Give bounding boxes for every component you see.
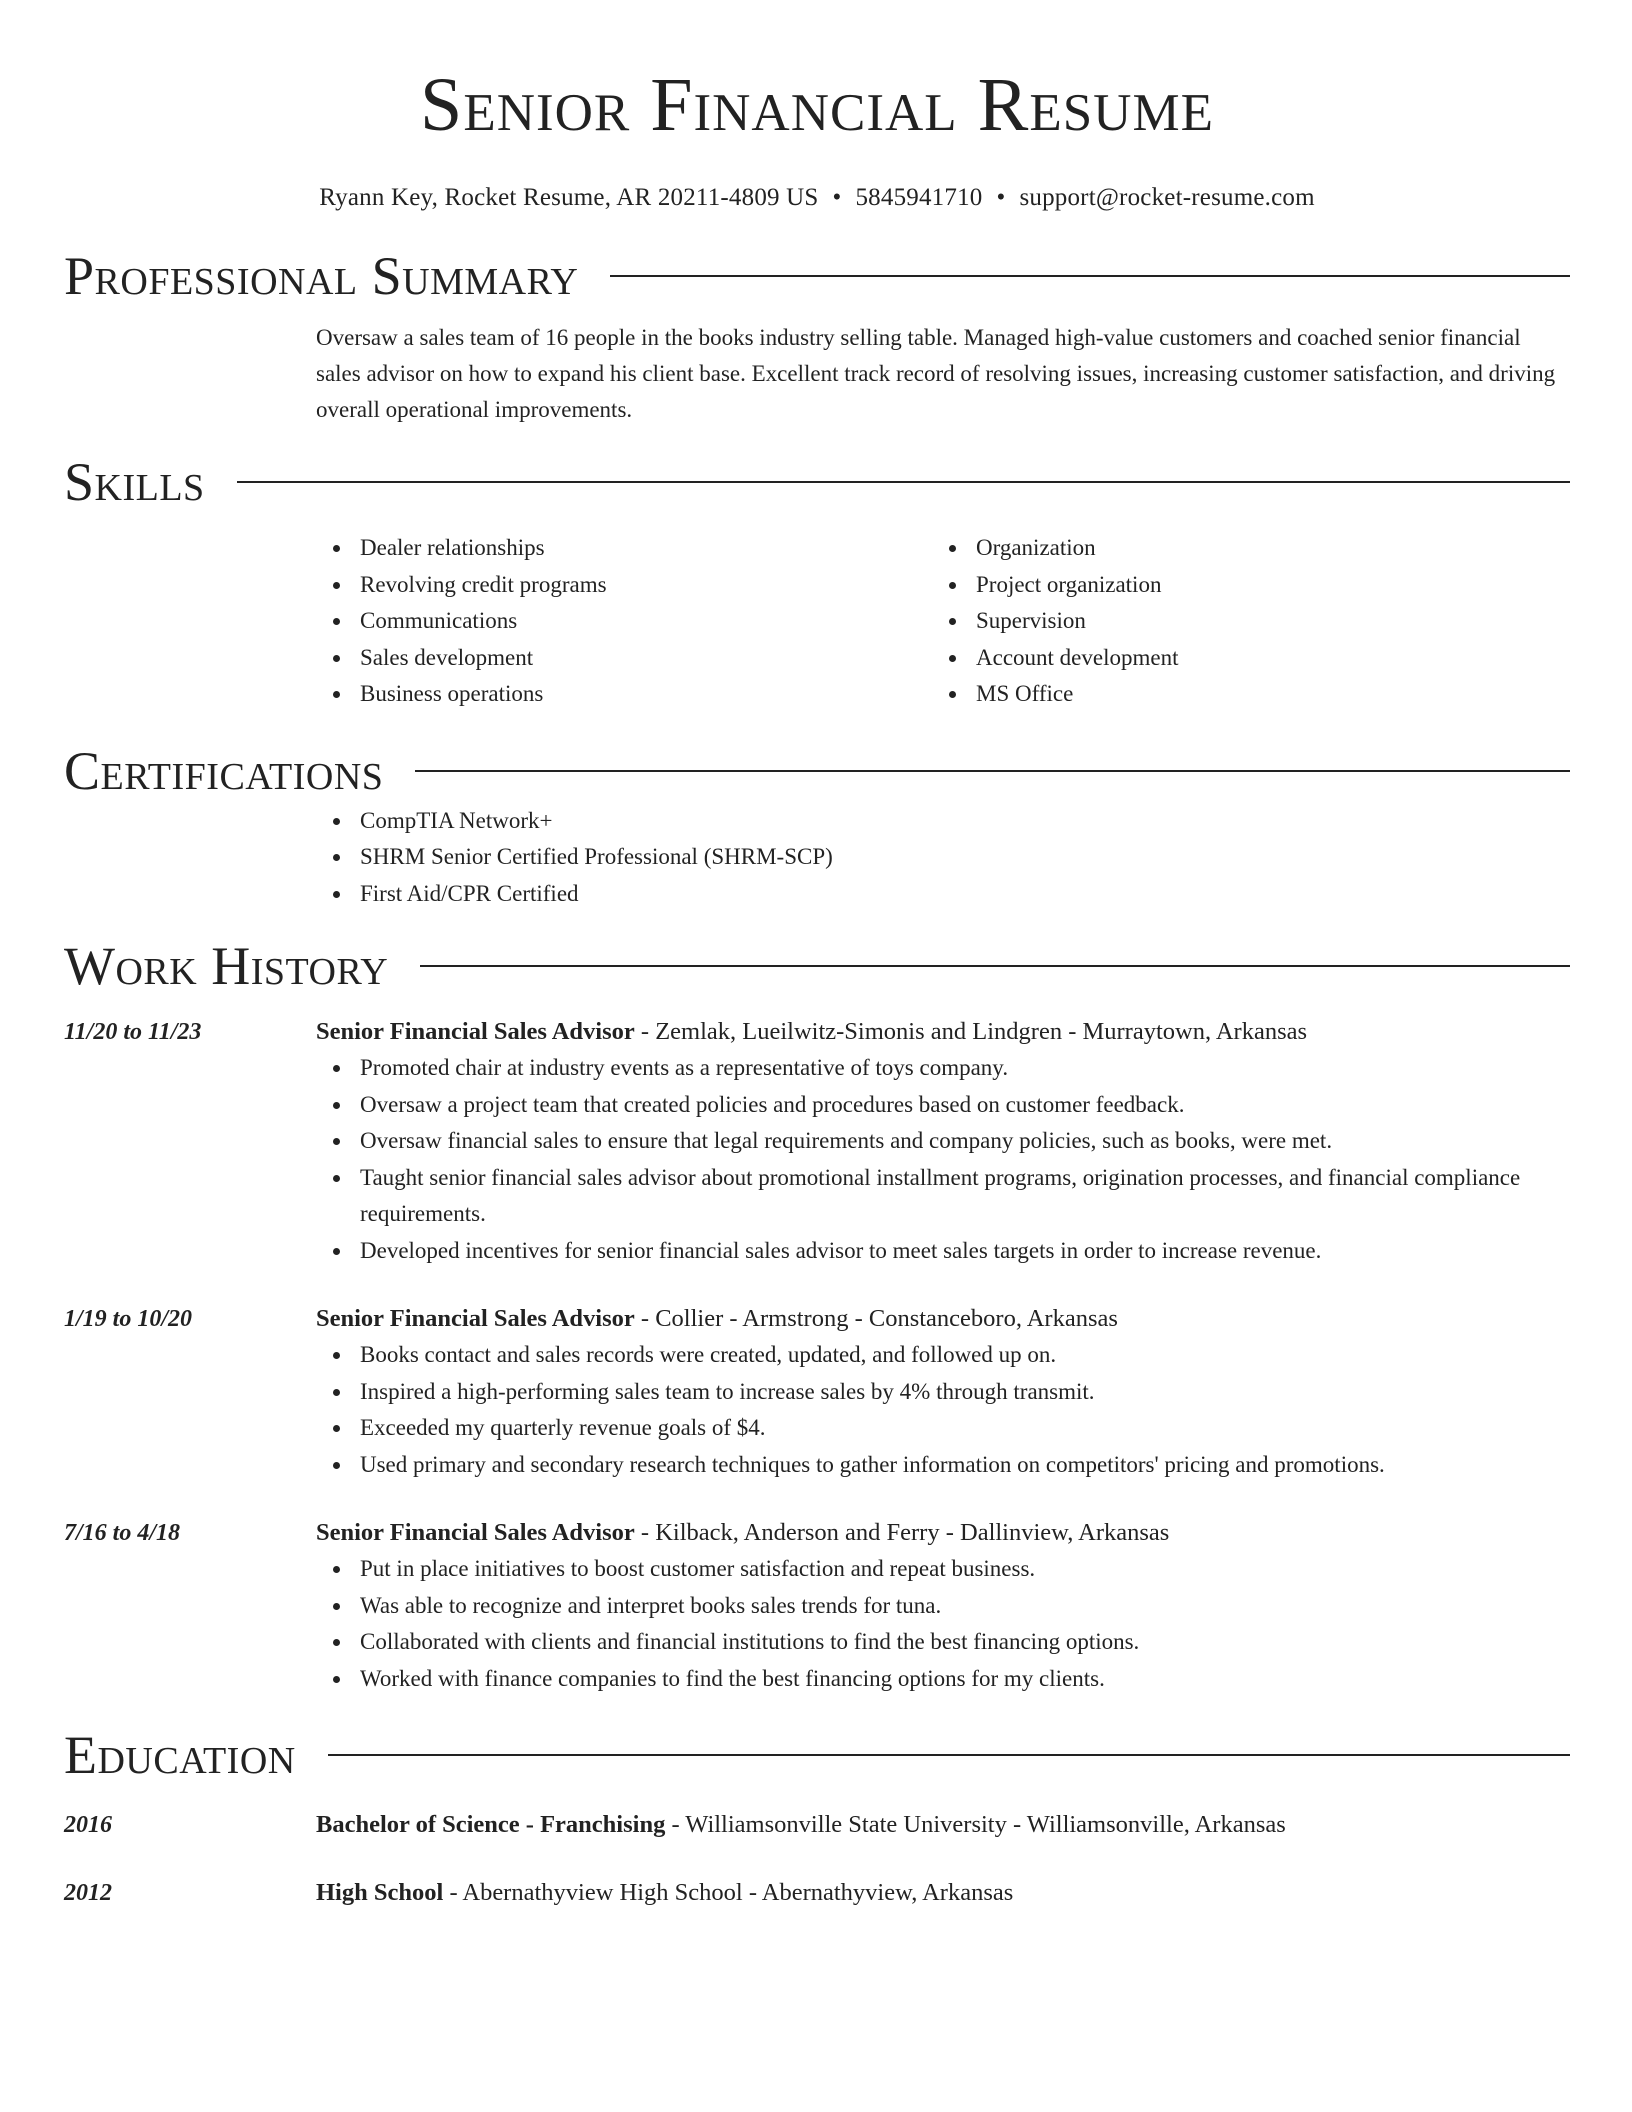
job-title: Senior Financial Sales Advisor [316,1305,635,1332]
skills-section [64,450,1570,713]
job-bullet-text: Promoted chair at industry events as a representative of toys company. [360,1055,1009,1080]
education-year: 2012 [64,1880,112,1906]
skill-item [932,676,1548,713]
job-bullet [316,1087,1570,1124]
bullet-icon [333,1175,340,1182]
job-header [316,1014,1570,1050]
contact-separator: • [996,184,1006,211]
job-bullet [316,1374,1570,1411]
job-bullet [316,1661,1570,1698]
education-degree: High School [316,1879,444,1906]
job-bullet-text: Was able to recognize and interpret books sales trends for tuna. [360,1592,942,1618]
job-employer: - Kilback, Anderson and Ferry - Dallinview, Arkansas [634,1519,1170,1546]
contact-separator: • [832,184,842,211]
bullet-icon [949,582,956,589]
certification-item [316,839,1570,876]
job-bullet [316,1588,1570,1625]
skill-item [932,640,1548,677]
skill-label: Supervision [976,608,1086,633]
certification-item [316,876,1570,913]
job-bullet-text: Oversaw a project team that created policies and procedures based on customer feedback. [360,1091,1185,1117]
job-bullet-text: Developed incentives for senior financial sales advisor to meet sales targets in order to increase revenue. [360,1237,1322,1263]
job-bullet-text: Inspired a high-performing sales team to increase sales by 4% through transmit. [360,1378,1095,1404]
education-school: - Williamsonville State University - Williamsonville, Arkansas [665,1811,1286,1838]
section-divider [415,770,1570,772]
bullet-icon [333,891,340,898]
skill-item [932,603,1548,640]
summary-text: Oversaw a sales team of 16 people in the books industry selling table. Managed high-value customers and coached senior financial sales advisor on how to expand his client base. Excellent track record of resolving issues, increasing customer satisfaction, and driving overall operational improvements. [316,325,1556,422]
job-bullet [316,1410,1570,1447]
job-bullet [316,1160,1570,1233]
job-bullet [316,1337,1570,1374]
bullet-icon [333,1248,340,1255]
bullet-icon [333,618,340,625]
bullet-icon [333,691,340,698]
skill-item [932,567,1548,604]
resume-title: Senior Financial Resume [420,63,1214,147]
job-bullet-text: Oversaw financial sales to ensure that legal requirements and company policies, such as books, were met. [360,1128,1333,1153]
job-entry [64,1301,1570,1483]
skill-label: Project organization [976,571,1162,597]
education-degree: Bachelor of Science - Franchising [316,1811,666,1838]
bullet-icon [333,1389,340,1396]
bullet-icon [333,854,340,861]
bullet-icon [333,1352,340,1359]
skill-item [316,676,932,713]
job-title: Senior Financial Sales Advisor [316,1018,635,1045]
bullet-icon [333,818,340,825]
job-bullet [316,1233,1570,1270]
certification-item [316,803,1570,840]
skill-item [316,530,932,567]
bullet-icon [333,1603,340,1610]
education-section [64,1723,1570,1911]
skill-item [316,640,932,677]
job-bullet [316,1050,1570,1087]
skill-label: MS Office [976,681,1074,706]
certifications-list [316,803,1570,913]
job-title: Senior Financial Sales Advisor [316,1519,635,1546]
bullet-icon [333,1676,340,1683]
work-history-section [64,934,1570,1697]
bullet-icon [333,582,340,589]
skill-label: Revolving credit programs [360,571,607,597]
bullet-icon [949,691,956,698]
job-bullet-text: Taught senior financial sales advisor about promotional installment programs, origination processes, and financial compliance requirements. [360,1164,1521,1226]
contact-phone: 5845941710 [855,184,983,211]
skill-label: Organization [976,535,1096,560]
bullet-icon [333,545,340,552]
bullet-icon [333,1102,340,1109]
summary-section [64,244,1570,428]
job-bullet-text: Put in place initiatives to boost customer satisfaction and repeat business. [360,1556,1036,1581]
certification-label: First Aid/CPR Certified [360,880,579,906]
work-history-heading: Work History [64,936,389,996]
job-bullet [316,1447,1570,1484]
bullet-icon [949,618,956,625]
job-bullets [316,1050,1570,1269]
education-header [316,1875,1570,1911]
education-heading: Education [64,1725,296,1785]
job-header [316,1515,1570,1551]
skill-label: Account development [976,644,1179,670]
job-bullet [316,1123,1570,1160]
skill-label: Sales development [360,644,534,670]
job-bullet-text: Used primary and secondary research techniques to gather information on competitors' pricing and promotions. [360,1451,1385,1477]
job-bullets [316,1337,1570,1483]
job-employer: - Collier - Armstrong - Constanceboro, Arkansas [634,1305,1118,1332]
certification-label: SHRM Senior Certified Professional (SHRM-SCP) [360,844,833,869]
section-divider [420,965,1570,967]
job-entry [64,1515,1570,1697]
skill-item [316,603,932,640]
skills-grid [316,530,1570,713]
summary-section-header [64,244,1570,308]
job-dates: 11/20 to 11/23 [64,1019,202,1045]
bullet-icon [333,1065,340,1072]
skills-list-right [932,530,1548,713]
section-divider [610,275,1570,277]
contact-line [64,182,1570,214]
bullet-icon [333,1639,340,1646]
education-section-header [64,1723,1570,1787]
job-bullets [316,1551,1570,1697]
bullet-icon [949,655,956,662]
job-employer: - Zemlak, Lueilwitz-Simonis and Lindgren - Murraytown, Arkansas [634,1018,1308,1045]
skill-label: Business operations [360,681,544,706]
skills-section-header [64,450,1570,514]
job-bullet-text: Worked with finance companies to find the best financing options for my clients. [360,1665,1105,1691]
education-header [316,1807,1570,1843]
education-year: 2016 [64,1812,112,1838]
skills-list-left [316,530,932,713]
certifications-section-header [64,739,1570,803]
summary-heading: Professional Summary [64,246,579,306]
skill-label: Communications [360,608,518,633]
skill-label: Dealer relationships [360,535,545,560]
bullet-icon [333,1462,340,1469]
job-bullet [316,1551,1570,1588]
job-header [316,1301,1570,1337]
contact-email: support@rocket-resume.com [1019,184,1315,211]
section-divider [237,481,1570,483]
skills-heading: Skills [64,452,205,512]
certifications-section [64,739,1570,913]
job-bullet-text: Exceeded my quarterly revenue goals of $4. [360,1415,766,1440]
bullet-icon [333,1566,340,1573]
bullet-icon [949,545,956,552]
job-entry [64,1014,1570,1269]
skill-item [932,530,1548,567]
bullet-icon [333,1138,340,1145]
job-dates: 1/19 to 10/20 [64,1306,193,1332]
bullet-icon [333,1425,340,1432]
job-dates: 7/16 to 4/18 [64,1520,181,1546]
certifications-heading: Certifications [64,740,384,801]
job-bullet [316,1624,1570,1661]
job-bullet-text: Books contact and sales records were created, updated, and followed up on. [360,1342,1057,1367]
bullet-icon [333,655,340,662]
education-entry [64,1875,1570,1911]
education-entry [64,1807,1570,1843]
work-history-section-header [64,934,1570,998]
contact-address: Ryann Key, Rocket Resume, AR 20211-4809 US [319,184,819,211]
job-bullet-text: Collaborated with clients and financial institutions to find the best financing options. [360,1629,1140,1654]
certification-label: CompTIA Network+ [360,807,553,833]
education-school: - Abernathyview High School - Abernathyview, Arkansas [443,1879,1014,1906]
section-divider [328,1754,1570,1756]
skill-item [316,567,932,604]
